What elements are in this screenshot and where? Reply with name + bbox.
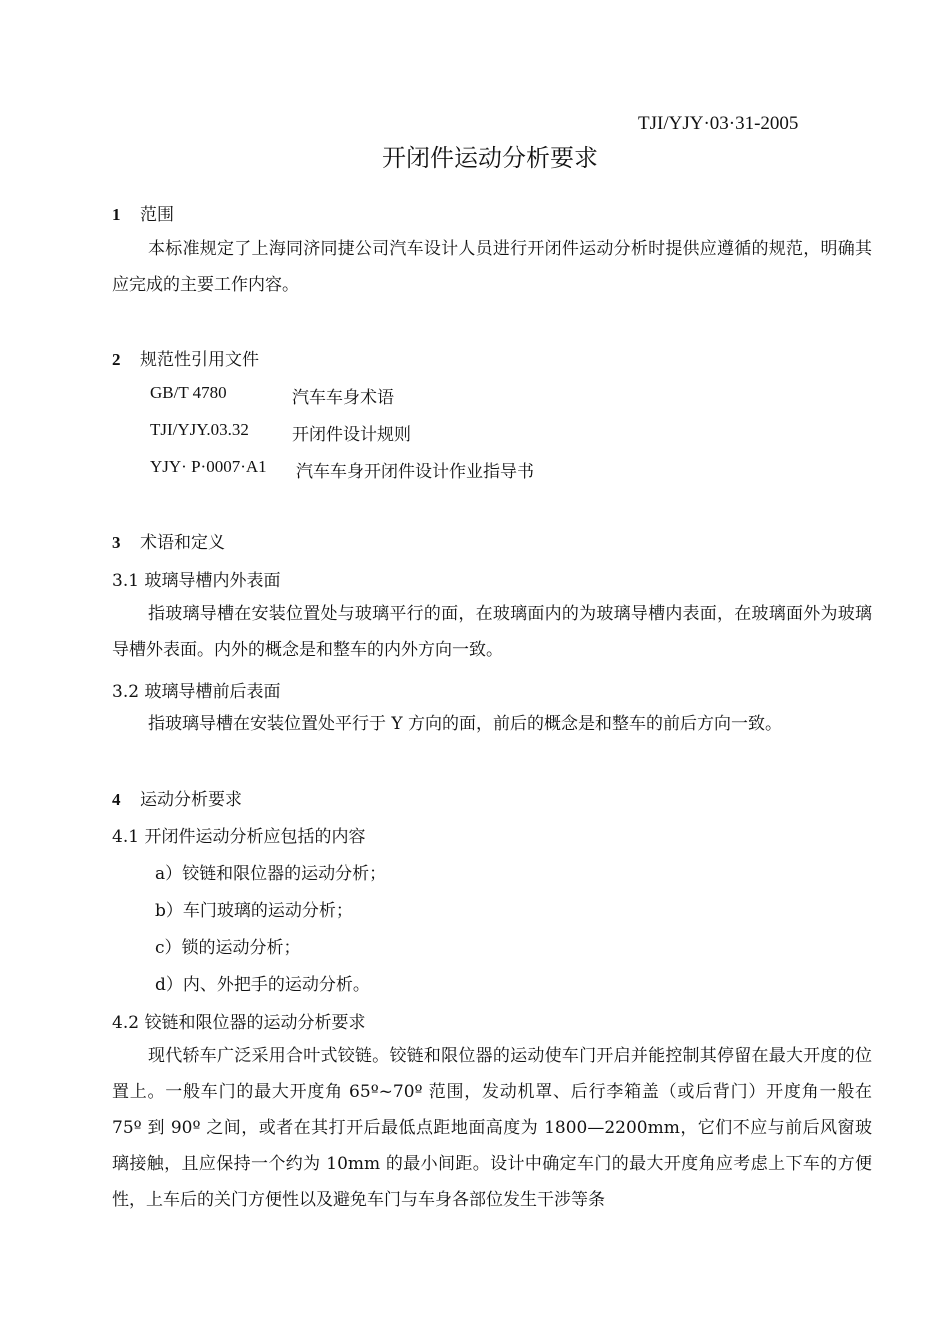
list-item: c）锁的运动分析； — [155, 938, 301, 958]
subsection-4-1-heading: 4.1 开闭件运动分析应包括的内容 — [112, 827, 366, 847]
subsection-3-2-paragraph: 指玻璃导槽在安装位置处平行于 Y 方向的面，前后的概念是和整车的前后方向一致。 — [148, 714, 783, 734]
section-number: 2 — [112, 350, 121, 369]
subsection-4-2-paragraph: 现代轿车广泛采用合叶式铰链。铰链和限位器的运动使车门开启并能控制其停留在最大开度的位置上。一般车门的最大开度角 65º~70º 范围，发动机罩、后行李箱盖（或后背门）开度角一般在 75º 到 90º 之间，或者在其打开后最低点距地面高度为 1800—2200mm，它们不应与前后风窗玻璃接触，且应保持一个约为 10mm 的最小间距。设计中确定车门的最大开度角应考虑上下车的方便性，上车后的关门方便性以及避免车门与车身各部位发生干涉等条 — [112, 1046, 872, 1210]
reference-title: 汽车车身术语 — [292, 388, 394, 408]
section-title: 规范性引用文件 — [140, 350, 259, 370]
section-2-heading — [112, 345, 259, 370]
reference-title: 开闭件设计规则 — [292, 425, 411, 445]
section-4-heading — [112, 785, 242, 810]
subsection-3-2-heading: 3.2 玻璃导槽前后表面 — [112, 682, 281, 702]
section-title: 范围 — [140, 205, 174, 225]
subsection-3-1-heading: 3.1 玻璃导槽内外表面 — [112, 571, 281, 591]
reference-row — [150, 383, 394, 408]
reference-code: YJY· P·0007·A1 — [150, 457, 267, 476]
section-number: 3 — [112, 533, 121, 552]
section-3-heading — [112, 528, 225, 553]
reference-code: TJI/YJY.03.32 — [150, 420, 249, 439]
list-item: a）铰链和限位器的运动分析； — [155, 864, 387, 884]
reference-row — [150, 457, 534, 482]
section-title: 术语和定义 — [140, 533, 225, 553]
document-title: 开闭件运动分析要求 — [382, 144, 598, 172]
section-1-heading — [112, 200, 174, 225]
section-1-paragraph: 本标准规定了上海同济同捷公司汽车设计人员进行开闭件运动分析时提供应遵循的规范，明确其应完成的主要工作内容。 — [112, 239, 872, 295]
document-number: TJI/YJY·03·31-2005 — [638, 113, 799, 134]
reference-title: 汽车车身开闭件设计作业指导书 — [296, 462, 534, 482]
list-item: b）车门玻璃的运动分析； — [155, 901, 353, 921]
reference-code: GB/T 4780 — [150, 383, 227, 402]
subsection-3-1-paragraph: 指玻璃导槽在安装位置处与玻璃平行的面，在玻璃面内的为玻璃导槽内表面，在玻璃面外为玻璃导槽外表面。内外的概念是和整车的内外方向一致。 — [112, 604, 872, 660]
section-number: 1 — [112, 205, 121, 224]
list-item: d）内、外把手的运动分析。 — [155, 975, 370, 995]
reference-row — [150, 420, 411, 445]
subsection-4-2-heading: 4.2 铰链和限位器的运动分析要求 — [112, 1013, 366, 1033]
section-number: 4 — [112, 790, 121, 809]
section-title: 运动分析要求 — [140, 790, 242, 810]
